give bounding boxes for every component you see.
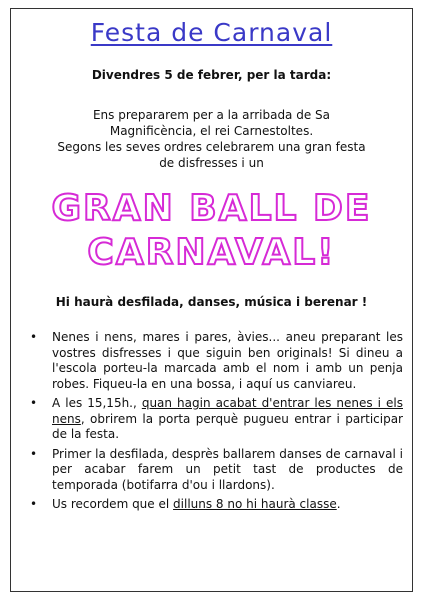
bullet-icon: • [30, 497, 38, 511]
list-item-text-before: A les 15,15h., [52, 396, 142, 410]
list-item-underlined: quan hagin acabat d'entrar les nenes i els nens [52, 396, 403, 426]
list-item-text-before: Us recordem que el [52, 497, 174, 511]
intro-paragraph [22, 107, 401, 171]
activities-subtitle: Hi haurà desfilada, danses, música i berenar ! [55, 295, 368, 309]
intro-line: Magnificència, el rei Carnestoltes. [109, 124, 314, 138]
list-item-text-after: . [336, 497, 341, 511]
intro-line: Segons les seves ordres celebrarem una gran festa [57, 140, 366, 154]
list-item-text: Primer la desfilada, desprès ballarem danses de carnaval i per acabar farem un petit tast de productes de temporada (botifarra d'ou i llardons). [52, 446, 403, 492]
page-title: Festa de Carnaval [90, 18, 333, 47]
list-item [28, 497, 403, 513]
bullet-icon: • [30, 396, 38, 410]
date-line: Divendres 5 de febrer, per la tarda: [91, 68, 332, 82]
ball-heading-line-1: GRAN BALL DE [51, 188, 372, 229]
list-item-text: Nenes i nens, mares i pares, àvies... aneu preparant les vostres disfresses i que siguin ben originals! Si dineu a l'escola porteu-la marcada amb el nom i amb un penja robes. Fiqueu-la en una bossa, i aquí us canviareu. [52, 330, 403, 391]
bullet-icon: • [30, 330, 38, 344]
list-item-text-after: , obrirem la porta perquè pugueu entrar i participar de la festa. [52, 411, 403, 441]
info-list [28, 330, 403, 517]
ball-heading-line-2: CARNAVAL! [87, 232, 336, 273]
bullet-icon: • [30, 446, 38, 461]
intro-line: de disfresses i un [159, 156, 264, 170]
intro-line: Ens prepararem per a la arribada de Sa [92, 108, 331, 122]
list-item [28, 447, 403, 494]
list-item [28, 330, 403, 392]
list-item-underlined: dilluns 8 no hi haurà classe [173, 497, 337, 511]
ball-heading [0, 187, 423, 275]
list-item [28, 396, 403, 443]
